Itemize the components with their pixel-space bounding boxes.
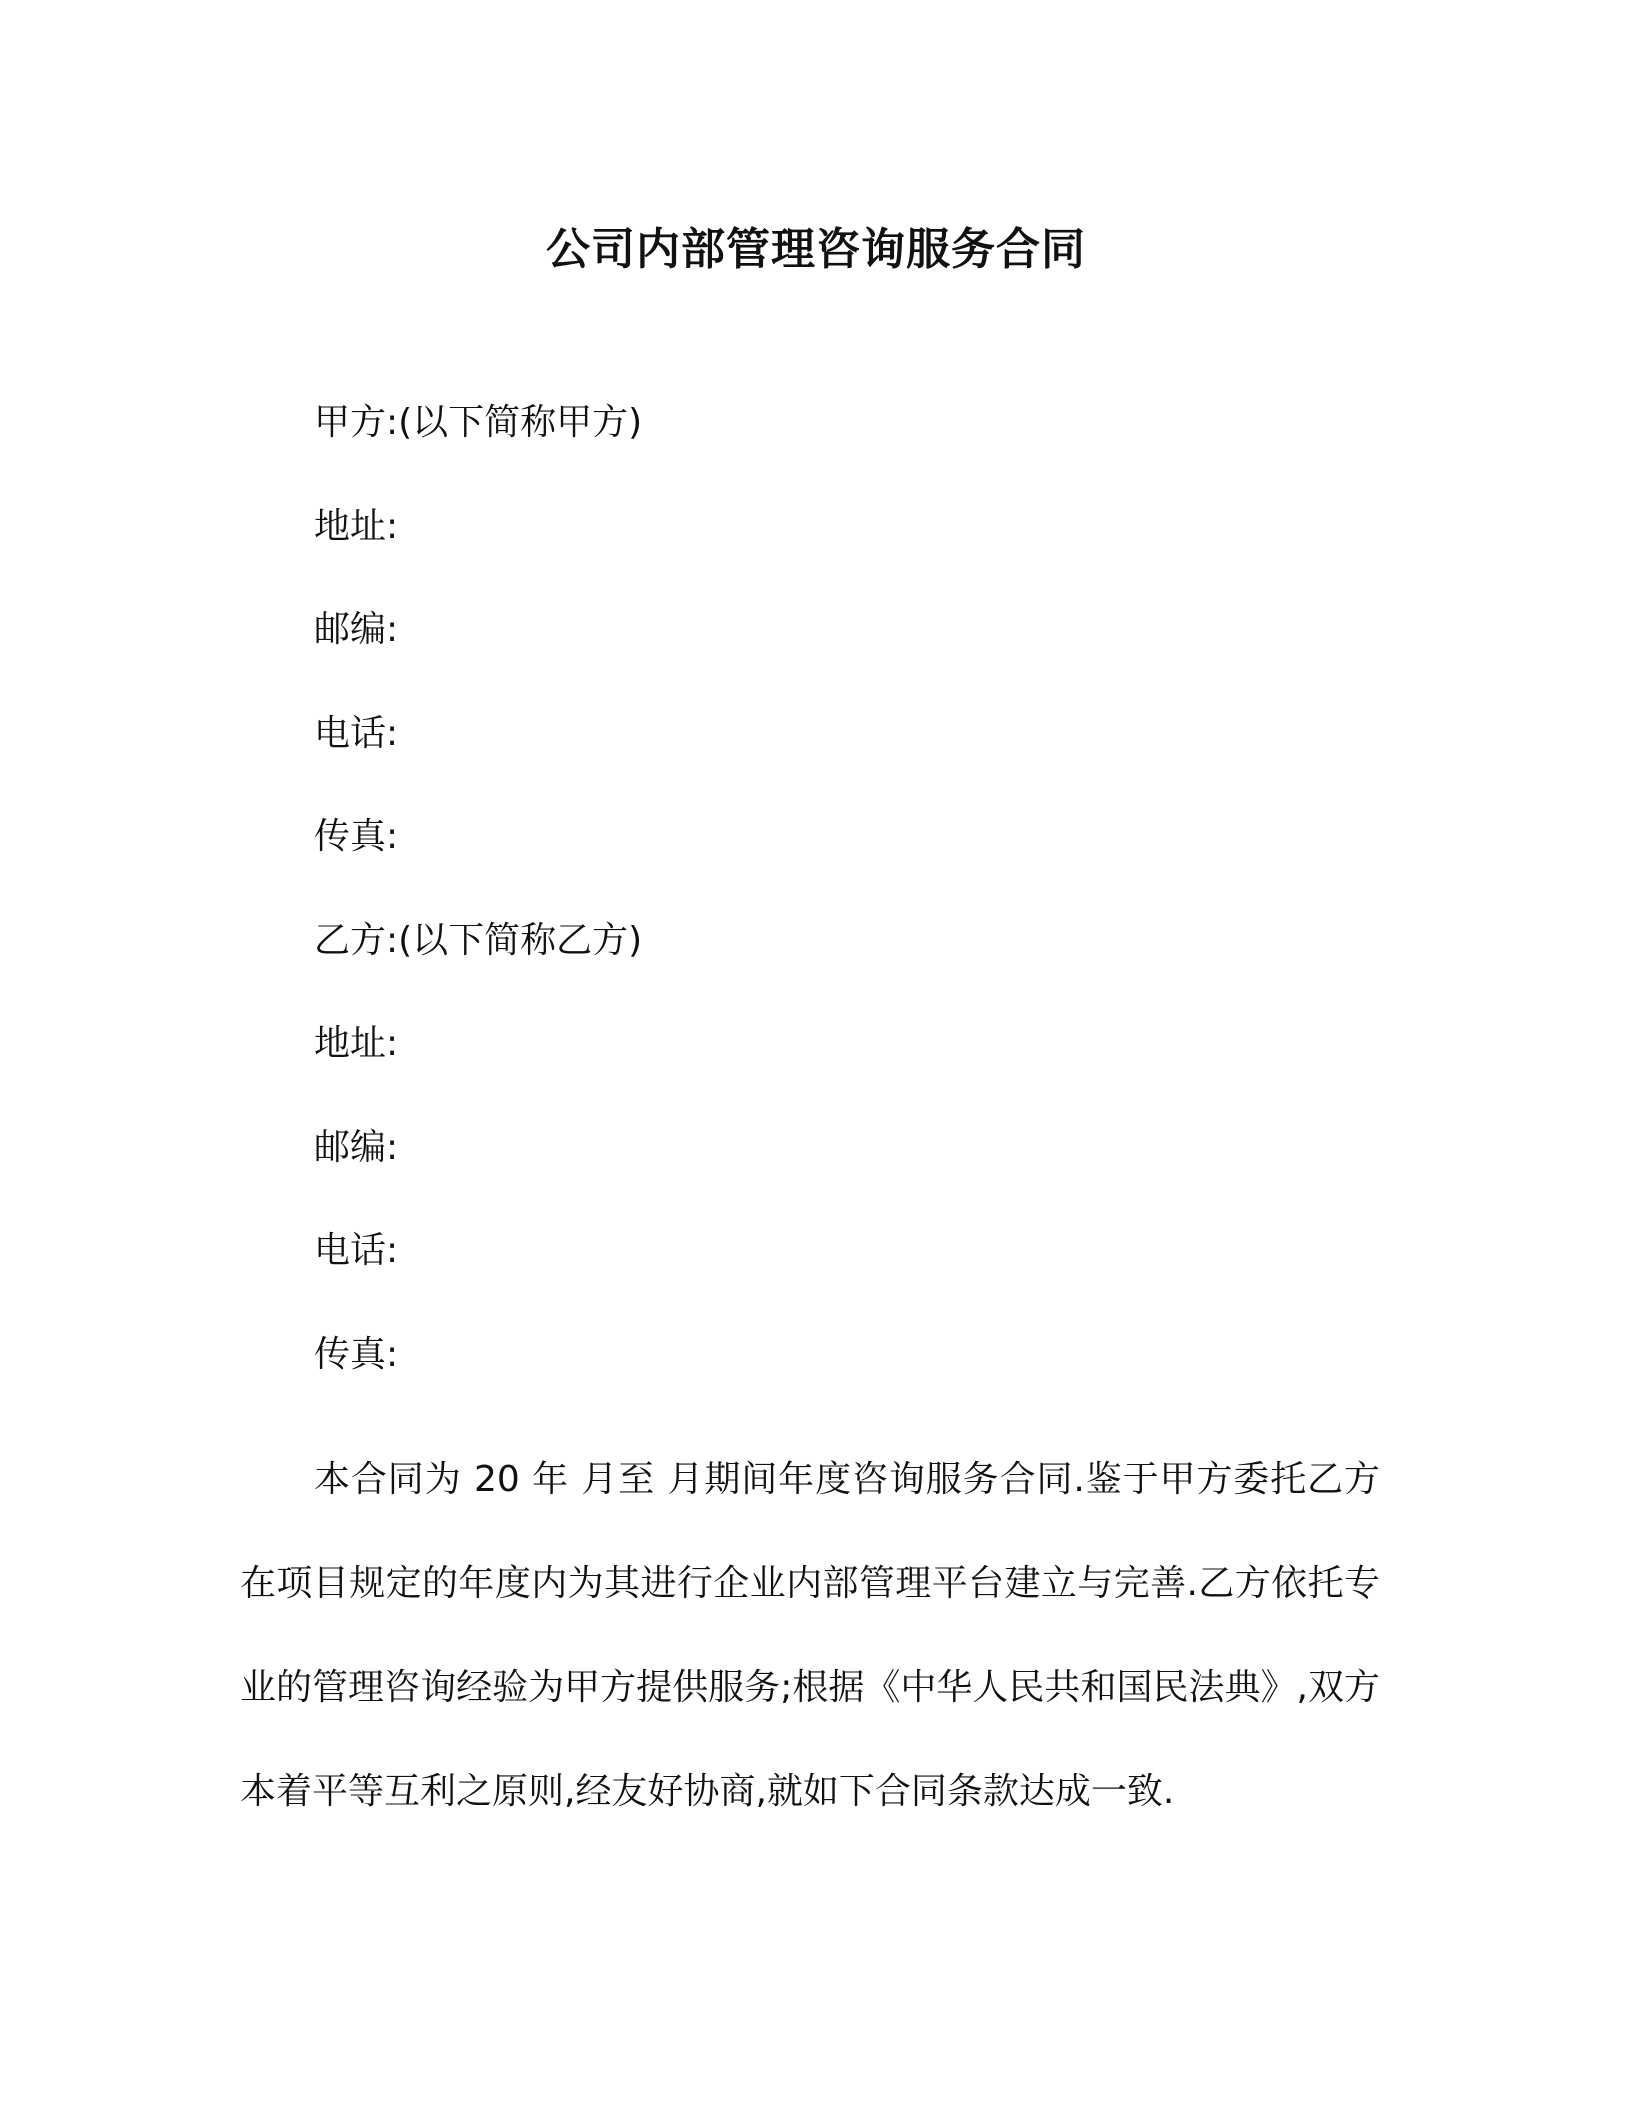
party-a-phone-label: 电话: — [314, 713, 399, 754]
party-a-address-label: 地址: — [314, 506, 399, 547]
party-b-fax-label: 传真: — [314, 1334, 399, 1375]
party-b-name-line: 乙方:(以下简称乙方) — [314, 920, 643, 961]
party-b-address-label: 地址: — [314, 1023, 399, 1064]
party-a-postcode-label: 邮编: — [314, 609, 399, 650]
document-title: 公司内部管理咨询服务合同 — [546, 224, 1086, 275]
party-b-postcode-label: 邮编: — [314, 1127, 399, 1168]
party-b-phone-label: 电话: — [314, 1230, 399, 1271]
intro-paragraph: 本合同为 20 年 月至 月期间年度咨询服务合同.鉴于甲方委托乙方在项目规定的年度内为其进行企业内部管理平台建立与完善.乙方依托专业的管理咨询经验为甲方提供服务;根据《中华人民共和国民法典》,双方本着平等互利之原则,经友好协商,就如下合同条款达成一致. — [240, 1459, 1380, 1812]
party-a-fax-label: 传真: — [314, 816, 399, 857]
party-a-name-line: 甲方:(以下简称甲方) — [314, 402, 643, 443]
